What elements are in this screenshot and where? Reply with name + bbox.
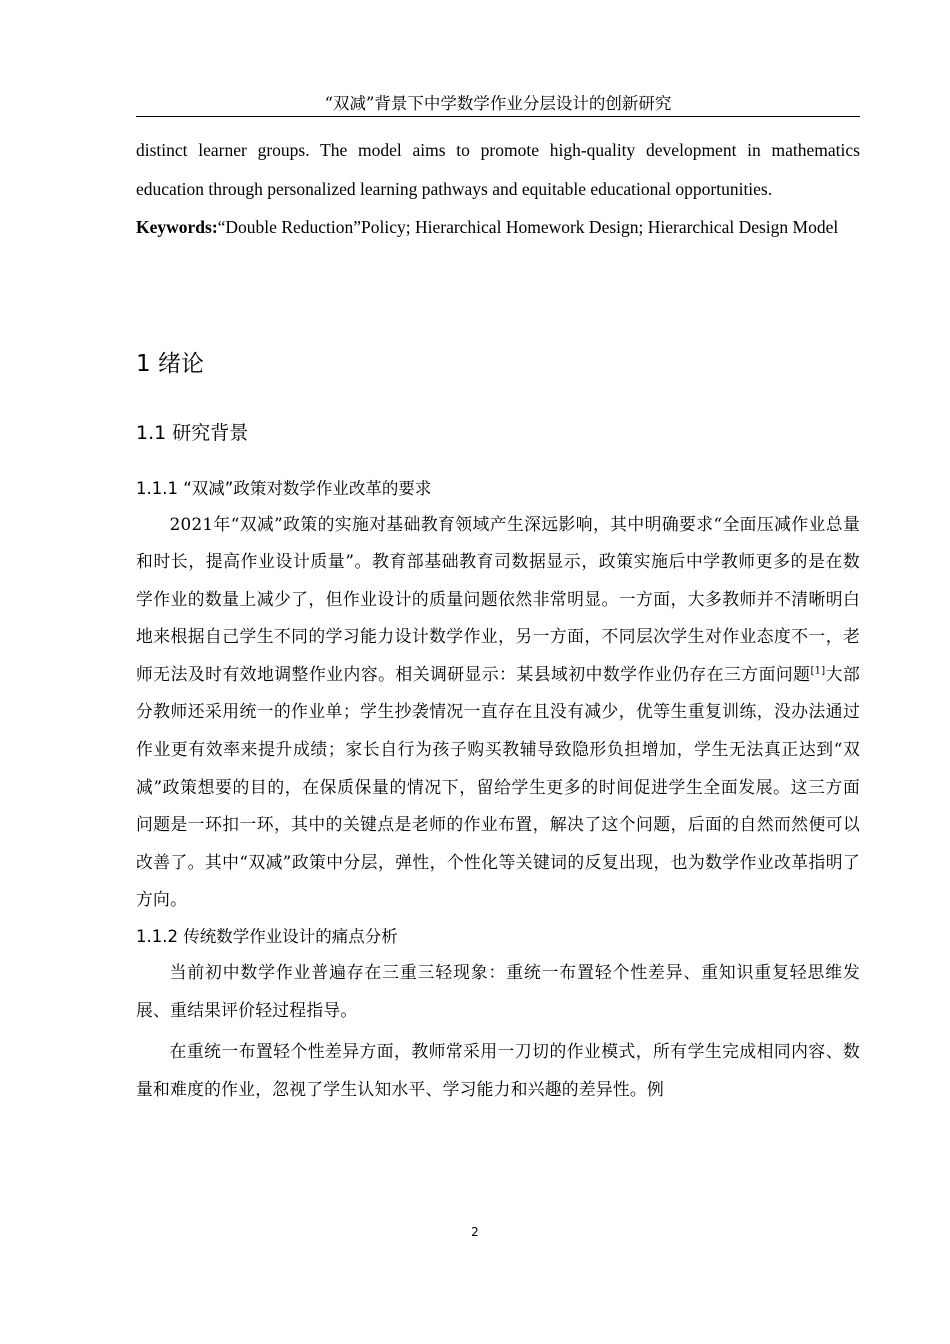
keywords-text: “Double Reduction”Policy; Hierarchical Homework Design; Hierarchical Design Model [217, 217, 839, 237]
running-header [136, 92, 860, 117]
paragraph-text: 大部分教师还采用统一的作业单；学生抄袭情况一直存在且没有减少，优等生重复训练，没办法通过作业更有效率来提升成绩；家长自行为孩子购买教辅导致隐形负担增加，学生无法真正达到“双减”政策想要的目的，在保质保量的情况下，留给学生更多的时间促进学生全面发展。这三方面问题是一环扣一环，其中的关键点是老师的作业布置，解决了这个问题，后面的自然而然便可以改善了。其中“双减”政策中分层，弹性，个性化等关键词的反复出现，也为数学作业改革指明了方向。 [136, 663, 860, 910]
section-heading-1-1: 1.1 研究背景 [136, 421, 249, 444]
running-title: “双减”背景下中学数学作业分层设计的创新研究 [324, 94, 672, 113]
body-paragraph: 在重统一布置轻个性差异方面，教师常采用一刀切的作业模式，所有学生完成相同内容、数量和难度的作业，忽视了学生认知水平、学习能力和兴趣的差异性。例 [136, 1041, 860, 1099]
body-paragraph [136, 506, 860, 920]
abstract-continuation: distinct learner groups. The model aims to promote high-quality development in mathematics education through personalized learning pathways and equitable educational opportunities. [136, 140, 860, 199]
page-number: 2 [471, 1225, 479, 1239]
chapter-heading: 1 绪论 [136, 350, 204, 377]
subsection-heading-1-1-2: 1.1.2 传统数学作业设计的痛点分析 [136, 927, 398, 947]
keywords-line [136, 208, 860, 247]
page-content [136, 131, 860, 1108]
body-paragraph: 当前初中数学作业普遍存在三重三轻现象：重统一布置轻个性差异、重知识重复轻思维发展、重结果评价轻过程指导。 [136, 962, 860, 1020]
subsection-heading-1-1-1: 1.1.1 “双减”政策对数学作业改革的要求 [136, 478, 432, 498]
citation-marker: [1] [810, 665, 826, 677]
keywords-label: Keywords: [136, 217, 218, 237]
paragraph-text: 2021年“双减”政策的实施对基础教育领域产生深远影响，其中明确要求“全面压减作业总量和时长，提高作业设计质量”。教育部基础教育司数据显示，政策实施后中学教师更多的是在数学作业的数量上减少了，但作业设计的质量问题依然非常明显。一方面，大多教师并不清晰明白地来根据自己学生不同的学习能力设计数学作业，另一方面，不同层次学生对作业态度不一，老师无法及时有效地调整作业内容。相关调研显示：某县域初中数学作业仍存在三方面问题 [136, 513, 860, 684]
